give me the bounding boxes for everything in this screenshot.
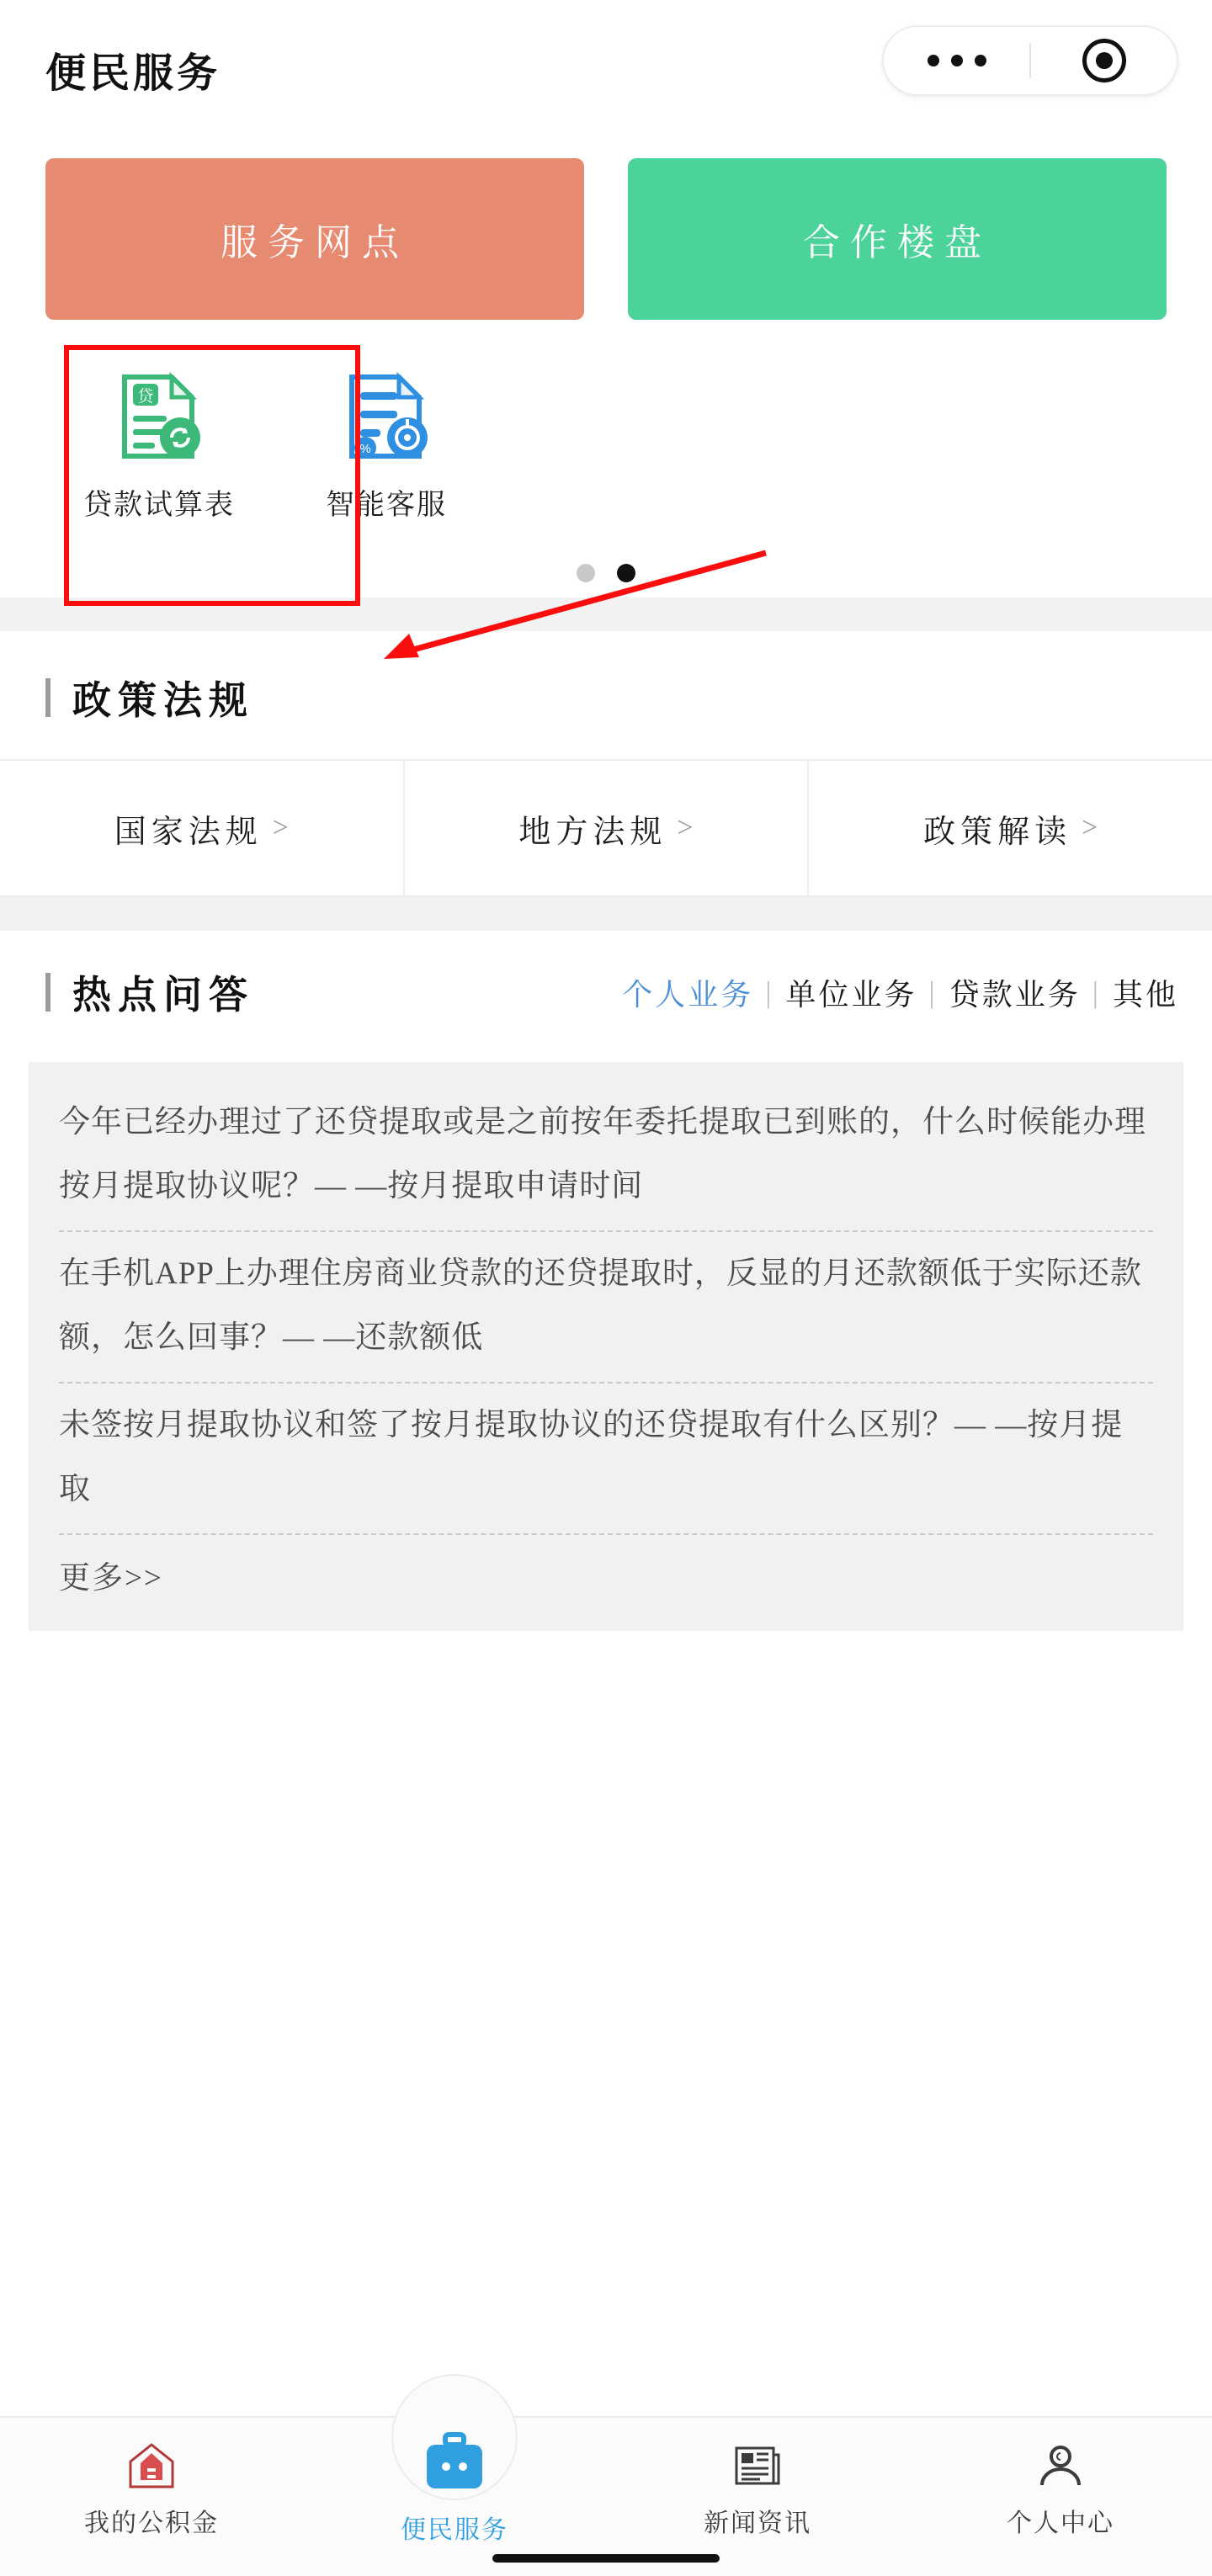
chevron-right-icon: > [677,812,694,843]
tab-separator: | [1092,975,1101,1009]
briefcase-icon [418,2426,491,2499]
bottom-tab-bar [0,2416,1212,2576]
section-divider [0,897,1212,931]
pager-dot-active[interactable] [617,564,635,582]
policy-links-row [0,759,1212,897]
banner-row [0,143,1212,320]
page-title: 便民服务 [45,51,221,96]
fund-house-icon [125,2440,178,2492]
home-indicator [492,2554,720,2563]
list-item[interactable]: 在手机APP上办理住房商业贷款的还贷提取时，反显的月还款额低于实际还款额，怎么回事？— —还款额低 [59,1242,1153,1384]
hot-qa-section [0,931,1212,1631]
policy-title-row [0,631,1212,759]
user-person-icon [1034,2440,1087,2492]
newspaper-icon [731,2440,784,2492]
svg-text:贷: 贷 [137,388,154,406]
list-item[interactable]: 未签按月提取协议和签了按月提取协议的还贷提取有什么区别？— —按月提取 [59,1394,1153,1535]
pager-dot[interactable] [577,564,595,582]
tab-user-center[interactable] [909,2418,1212,2576]
hot-qa-header [0,931,1212,1042]
hot-qa-more-link[interactable]: 更多>> [59,1561,163,1596]
tab-separator: | [928,975,938,1009]
banner-label: 合作楼盘 [803,222,991,263]
title-accent-bar [45,678,50,717]
tab-my-fund[interactable] [0,2418,303,2576]
policy-link-interpretation[interactable] [807,761,1212,895]
policy-link-national[interactable] [0,761,403,895]
title-accent-bar [45,973,50,1012]
service-grid [0,343,1212,523]
tab-loan-business[interactable]: 贷款业务 [949,977,1081,1012]
tab-label: 新闻资讯 [704,2510,811,2537]
service-item-label: 贷款试算表 [83,490,235,521]
smart-service-icon [340,370,433,463]
policy-title: 政策法规 [72,679,254,722]
service-item-label: 智能客服 [326,490,447,521]
banner-service-outlets[interactable] [45,158,584,320]
more-dots-icon[interactable] [884,55,1029,66]
policy-section [0,631,1212,897]
tab-convenience-service[interactable] [303,2418,606,2576]
chevron-right-icon: > [1082,812,1098,843]
tab-other[interactable]: 其他 [1112,977,1178,1012]
tab-label: 便民服务 [401,2516,508,2544]
loan-calculator-icon [113,370,205,463]
policy-link-label: 地方法规 [518,814,667,850]
target-circle-icon[interactable] [1031,39,1177,82]
banner-partner-properties[interactable] [628,158,1167,320]
hot-qa-list [29,1062,1183,1631]
hot-qa-title: 热点问答 [72,974,254,1017]
tab-news[interactable] [606,2418,909,2576]
miniprogram-capsule[interactable] [882,25,1178,96]
policy-link-label: 国家法规 [114,814,263,850]
tab-unit-business[interactable]: 单位业务 [785,977,917,1012]
service-item-loan-calculator[interactable] [45,343,273,523]
tab-separator: | [765,975,774,1009]
list-item[interactable]: 今年已经办理过了还贷提取或是之前按年委托提取已到账的，什么时候能办理按月提取协议呢？— —按月提取申请时间 [59,1091,1153,1232]
service-grid-section [0,320,1212,598]
hot-qa-tabs [622,971,1178,1014]
tab-label: 个人中心 [1007,2510,1114,2537]
page-header [0,0,1212,143]
carousel-pager[interactable] [0,564,1212,582]
policy-link-label: 政策解读 [923,814,1072,850]
service-item-smart-service[interactable] [273,343,500,523]
banner-label: 服务网点 [221,222,409,263]
policy-link-local[interactable] [403,761,808,895]
section-divider [0,598,1212,631]
chevron-right-icon: > [272,812,289,843]
svg-text:%: % [359,442,371,456]
tab-label: 我的公积金 [84,2510,219,2537]
tab-personal-business[interactable]: 个人业务 [622,977,754,1012]
